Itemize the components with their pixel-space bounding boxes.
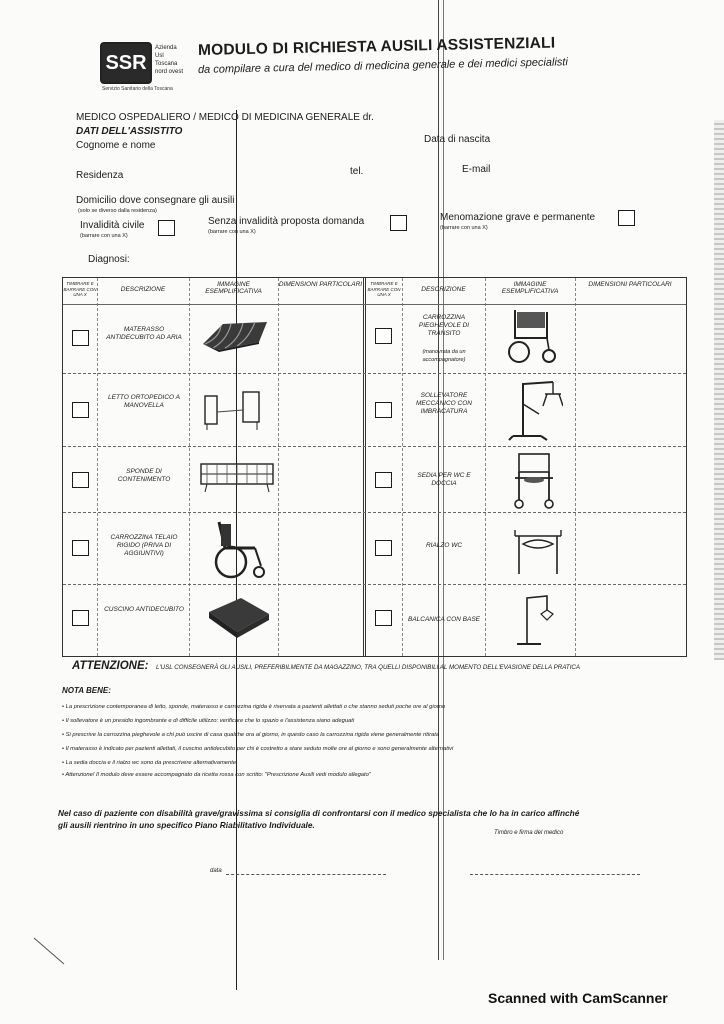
severe-impairment-label: Menomazione grave e permanente (440, 212, 596, 223)
header-mark: TIMBRARE E BARRARE CON UNA X (367, 281, 401, 297)
trapeze-checkbox[interactable] (375, 610, 392, 626)
logo-caption: Servizio Sanitario della Toscana (102, 86, 173, 92)
mattress-checkbox[interactable] (72, 330, 89, 346)
folding-wheelchair-checkbox[interactable] (375, 328, 392, 344)
diagnosis-label: Diagnosi: (88, 254, 130, 265)
form-title: MODULO DI RICHIESTA AUSILI ASSISTENZIALI (197, 34, 556, 59)
severe-impairment-checkbox[interactable] (618, 210, 635, 226)
table-column-divider (402, 278, 403, 656)
severe-impairment-note: (barrare con una X) (440, 225, 488, 231)
item-extra-note: (manovrata da un accompagnatore) (422, 349, 466, 363)
bed-icon (199, 386, 271, 436)
birth-date-label: Data di nascita (424, 134, 491, 145)
header-mark: TIMBRARE E BARRARE CON UNA X (63, 281, 97, 297)
rigid-wheelchair-checkbox[interactable] (72, 540, 89, 556)
table-column-divider (278, 278, 279, 656)
note-item: • Il materasso è indicato per pazienti allettati, il cuscino antidecubito per chi è costretto a stare seduto molte ore al giorno e sono generalmente alternativi (62, 746, 454, 752)
logo-line: Toscana (155, 61, 178, 67)
cushion-icon (203, 592, 273, 642)
attention-label: ATTENZIONE: (72, 660, 149, 672)
patient-lift-checkbox[interactable] (375, 402, 392, 418)
item-description: LETTO ORTOPEDICO A MANOVELLA (108, 394, 180, 409)
toilet-riser-icon (509, 522, 567, 578)
item-description: BALCANICA CON BASE (407, 616, 480, 623)
item-description: RIALZO WC (425, 542, 463, 549)
civil-invalidity-checkbox[interactable] (158, 220, 175, 236)
no-invalidity-checkbox[interactable] (390, 215, 407, 231)
shower-chair-checkbox[interactable] (375, 472, 392, 488)
note-item: • Si prescrive la carrozzina pieghevole a chi può uscire di casa qualche ora al giorno, in questo caso la carrozzina rigida viene generalmente ritirata (62, 732, 440, 738)
camscanner-watermark: Scanned with CamScanner (488, 990, 668, 1006)
table-center-divider (363, 278, 366, 656)
cushion-checkbox[interactable] (72, 610, 89, 626)
bed-rails-icon (197, 458, 277, 498)
header-image: IMMAGINE ESEMPLIFICATIVA (501, 281, 559, 295)
folding-wheelchair-icon (505, 306, 561, 366)
table-row-divider (63, 512, 686, 513)
header-dimensions: DIMENSIONI PARTICOLARI (588, 281, 672, 288)
attention-text: L'USL CONSEGNERÀ GLI AUSILI, PREFERIBILMENTE DA MAGAZZINO, TRA QUELLI DISPONIBILI AL MOMENTO DELL'EVASIONE DELLA PRATICA (156, 664, 581, 671)
table-column-divider (485, 278, 486, 656)
scan-fold-mark (30, 936, 70, 966)
shower-chair-icon (509, 450, 561, 510)
table-column-divider (575, 278, 576, 656)
civil-invalidity-label: Invalidità civile (80, 220, 145, 231)
date-label: data (210, 868, 222, 874)
logo-line: Azienda (155, 45, 177, 51)
date-field[interactable] (226, 874, 386, 875)
wheelchair-icon (211, 518, 271, 582)
header-dimensions: DIMENSIONI PARTICOLARI (278, 281, 363, 288)
header-description: DESCRIZIONE (120, 286, 166, 293)
note-item: • Il sollevatore è un presidio ingombrante e di difficile utilizzo: verificare che lo spazio e l'assistenza siano adeguati (62, 718, 355, 724)
logo-mark: SSR (100, 42, 152, 84)
domicile-note: (solo se diverso dalla residenza) (78, 208, 157, 214)
no-invalidity-note: (barrare con una X) (208, 229, 256, 235)
note-item: • La prescrizione contemporanea di letto, sponde, materasso e carrozzina rigida è riservata a pazienti allettati o che stanno seduti poche ore al giorno (62, 704, 446, 710)
table-row-divider (63, 373, 686, 374)
signature-field[interactable] (470, 874, 640, 875)
note-item: • La sedia doccia e il rialzo wc sono da prescrivere alternativamente (62, 760, 237, 766)
notes-title: NOTA BENE: (62, 686, 111, 695)
trapeze-icon (513, 592, 561, 648)
item-description: SOLLEVATORE MECCANICO CON IMBRACATURA (416, 392, 472, 415)
civil-invalidity-note: (barrare con una X) (80, 233, 128, 239)
scan-edge-noise (714, 120, 724, 660)
name-label: Cognome e nome (76, 140, 156, 151)
logo-line: nord ovest (155, 69, 184, 75)
disability-note: Nel caso di paziente con disabilità grave/gravissima si consiglia di confrontarsi con il medico specialista che lo ha in carico affinché (58, 808, 580, 818)
no-invalidity-label: Senza invalidità proposta domanda (208, 216, 365, 227)
patient-section-label: DATI DELL'ASSISTITO (76, 126, 183, 137)
table-column-divider (97, 278, 98, 656)
doctor-label: MEDICO OSPEDALIERO / MEDICO DI MEDICINA GENERALE dr. (76, 112, 374, 123)
mattress-icon (199, 314, 271, 358)
stamp-signature-label: Timbro e firma del medico (494, 830, 564, 836)
form-subtitle: da compilare a cura del medico di medicina generale e dei medici specialisti (197, 56, 568, 76)
patient-lift-icon (507, 378, 563, 442)
item-description: CUSCINO ANTIDECUBITO (104, 606, 184, 613)
domicile-label: Domicilio dove consegnare gli ausili (76, 195, 235, 206)
item-description: CARROZZINA TELAIO RIGIDO (PRIVA DI AGGIUNTIVI) (110, 534, 178, 557)
item-description: CARROZZINA PIEGHEVOLE DI TRANSITO (418, 314, 470, 337)
email-label: E-mail (462, 164, 491, 175)
phone-label: tel. (350, 166, 364, 177)
disability-note: gli ausili rientrino in uno specifico Piano Riabilitativo Individuale. (58, 820, 315, 830)
header-image: IMMAGINE ESEMPLIFICATIVA (205, 281, 262, 295)
logo-text (155, 44, 197, 76)
table-header-divider (63, 304, 686, 305)
table-column-divider (189, 278, 190, 656)
header-description: DESCRIZIONE (421, 286, 466, 293)
bed-checkbox[interactable] (72, 402, 89, 418)
logo-line: Usl (155, 53, 164, 59)
item-description: SPONDE DI CONTENIMENTO (117, 468, 171, 483)
note-item: • Attenzione! Il modulo deve essere accompagnato da ricetta rossa con scritto: "Prescrizione Ausili vedi modulo allegato" (62, 772, 371, 778)
item-description: MATERASSO ANTIDECUBITO AD ARIA (106, 326, 182, 341)
aids-table (62, 277, 687, 657)
table-row-divider (63, 584, 686, 585)
bed-rails-checkbox[interactable] (72, 472, 89, 488)
table-row-divider (63, 446, 686, 447)
residence-label: Residenza (76, 170, 124, 181)
item-description: SEDIA PER WC E DOCCIA (417, 472, 471, 487)
toilet-riser-checkbox[interactable] (375, 540, 392, 556)
